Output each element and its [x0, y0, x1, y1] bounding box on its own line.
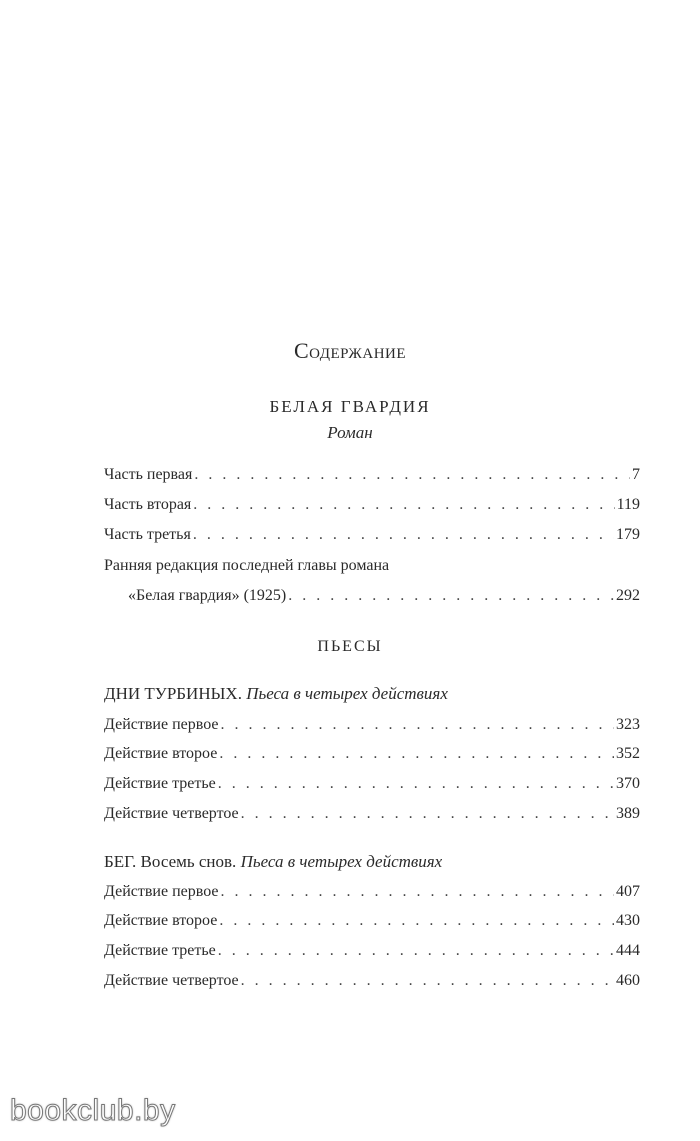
toc-entry	[104, 715, 640, 735]
entry-page: 352	[616, 745, 640, 762]
entry-page: 370	[616, 775, 640, 792]
toc-entry	[104, 744, 640, 764]
toc-entry	[104, 525, 640, 545]
play-heading-dni-turbinykh	[104, 684, 448, 704]
entry-label: Действие четвертое	[104, 972, 239, 989]
leader-dots	[194, 465, 630, 485]
novel-subtitle: Роман	[327, 423, 373, 442]
leader-dots	[218, 941, 614, 961]
leader-dots	[219, 744, 614, 764]
leader-dots	[219, 911, 614, 931]
leader-dots	[241, 971, 614, 991]
novel-title: БЕЛАЯ ГВАРДИЯ	[269, 397, 431, 416]
early-edition-line1: Ранняя редакция последней главы романа	[104, 557, 390, 574]
entry-label: Действие третье	[104, 942, 216, 959]
entry-label: Действие четвертое	[104, 805, 239, 822]
toc-entry	[104, 971, 640, 991]
toc-title: Содержание	[293, 338, 407, 363]
entry-label: Действие третье	[104, 775, 216, 792]
entry-page: 7	[632, 466, 640, 483]
toc-entry	[104, 911, 640, 931]
entry-label: Часть вторая	[104, 496, 192, 513]
entry-label: Действие второе	[104, 912, 218, 929]
entry-page: 444	[616, 942, 640, 959]
entry-page: 119	[616, 496, 640, 513]
entry-page: 389	[616, 805, 640, 822]
leader-dots	[193, 495, 614, 515]
entry-page: 407	[616, 883, 640, 900]
leader-dots	[288, 586, 614, 606]
leader-dots	[193, 525, 614, 545]
leader-dots	[241, 804, 614, 824]
leader-dots	[221, 715, 615, 735]
early-edition-line2: «Белая гвардия» (1925)	[128, 587, 287, 604]
toc-entry	[104, 465, 640, 485]
entry-page: 430	[616, 912, 640, 929]
play-title: ДНИ ТУРБИНЫХ.	[104, 684, 242, 703]
play-subtitle: Пьеса в четырех действиях	[246, 684, 448, 703]
toc-entry	[104, 495, 640, 515]
entry-label: Действие первое	[104, 883, 219, 900]
toc-entry	[104, 774, 640, 794]
entry-label: Действие первое	[104, 716, 219, 733]
play-title: БЕГ. Восемь снов.	[104, 852, 237, 871]
entry-label: Часть третья	[104, 526, 191, 543]
play-subtitle: Пьеса в четырех действиях	[240, 852, 443, 871]
toc-entry	[104, 882, 640, 902]
entry-page: 292	[616, 587, 640, 604]
entry-label: Действие второе	[104, 745, 218, 762]
leader-dots	[221, 882, 615, 902]
watermark: bookclub.by	[10, 1094, 176, 1127]
leader-dots	[218, 774, 614, 794]
toc-entry	[128, 586, 640, 606]
toc-entry	[104, 804, 640, 824]
play-heading-beg	[104, 852, 442, 872]
toc-entry	[104, 941, 640, 961]
plays-section-title: ПЬЕСЫ	[317, 638, 383, 655]
entry-page: 460	[616, 972, 640, 989]
entry-page: 323	[616, 716, 640, 733]
entry-page: 179	[616, 526, 640, 543]
entry-label: Часть первая	[104, 466, 193, 483]
